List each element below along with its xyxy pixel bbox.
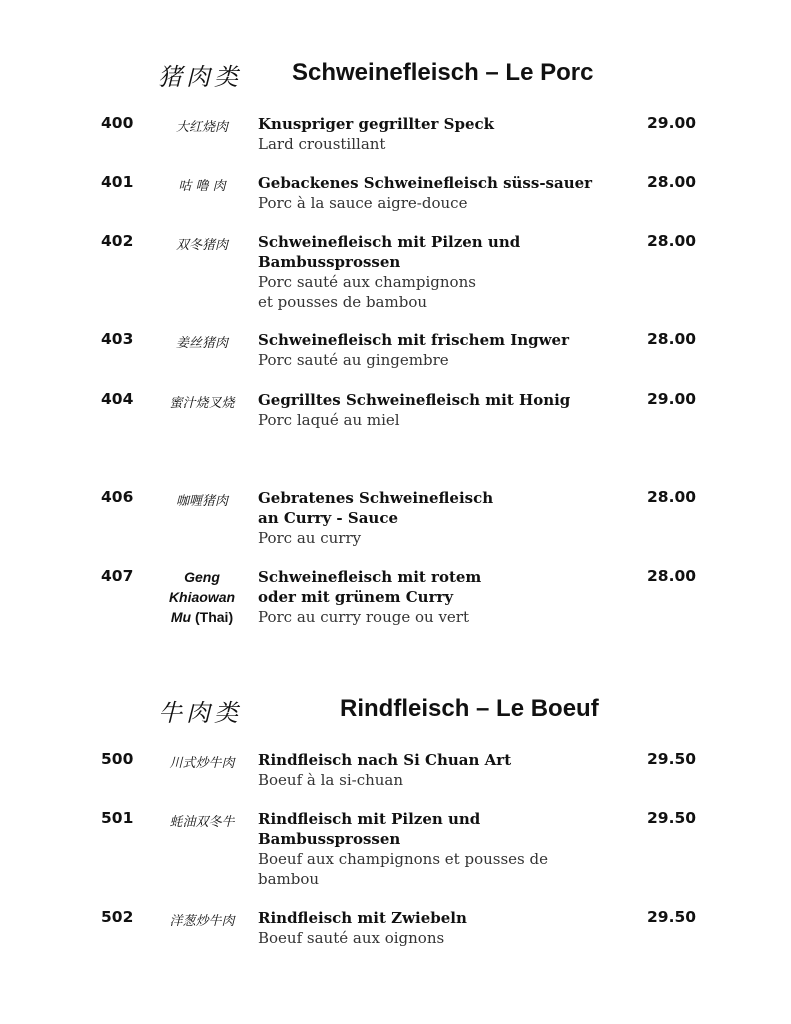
- thai-name-line: Mu: [170, 609, 192, 625]
- item-price: 28.00: [647, 173, 697, 191]
- item-number: 407: [101, 567, 134, 585]
- item-price: 28.00: [647, 330, 697, 348]
- item-french-name: Porc sauté aux champignons et pousses de bambou: [258, 273, 476, 311]
- item-chinese-name: 咖喱猪肉: [175, 494, 228, 509]
- beef-cn-title: 牛肉类: [158, 699, 242, 727]
- item-price: 29.00: [647, 390, 697, 408]
- item-chinese-name: 蚝油双冬牛: [169, 815, 235, 830]
- item-price: 29.50: [647, 809, 697, 827]
- item-french-name: Boeuf à la si-chuan: [258, 771, 404, 789]
- item-price: 28.00: [647, 232, 697, 250]
- thai-label: (Thai): [195, 609, 234, 625]
- item-german-name: Gebratenes Schweinefleisch an Curry - Sauce: [258, 489, 494, 527]
- item-french-name: Porc à la sauce aigre-douce: [258, 194, 468, 212]
- item-price: 28.00: [647, 488, 697, 506]
- item-chinese-name: 姜丝猪肉: [175, 336, 228, 351]
- item-french-name: Porc au curry rouge ou vert: [258, 608, 469, 626]
- item-number: 403: [101, 330, 134, 348]
- item-number: 404: [101, 390, 134, 408]
- beef-section-header: [0, 693, 791, 733]
- item-number: 402: [101, 232, 134, 250]
- thai-name-line: Khiaowan: [168, 589, 236, 605]
- thai-name-line: Geng: [184, 569, 220, 585]
- item-french-name: Boeuf sauté aux oignons: [258, 929, 445, 947]
- item-number: 400: [101, 114, 134, 132]
- beef-title: Rindfleisch – Le Boeuf: [340, 695, 599, 722]
- item-french-name: Porc au curry: [258, 529, 362, 547]
- item-number: 501: [101, 809, 134, 827]
- item-french-name: Lard croustillant: [258, 135, 386, 153]
- item-german-name: Rindfleisch nach Si Chuan Art: [258, 751, 512, 769]
- item-chinese-name: 川式炒牛肉: [169, 756, 235, 771]
- item-chinese-name: 咕 噜 肉: [178, 179, 226, 194]
- item-german-name: Schweinefleisch mit frischem Ingwer: [258, 331, 569, 349]
- item-german-name: Rindfleisch mit Pilzen und Bambussprossen: [258, 810, 481, 848]
- item-number: 502: [101, 908, 134, 926]
- pork-title: Schweinefleisch – Le Porc: [292, 59, 594, 86]
- item-french-name: Porc laqué au miel: [258, 411, 400, 429]
- item-number: 401: [101, 173, 134, 191]
- item-french-name: Boeuf aux champignons et pousses de bambou: [258, 850, 548, 888]
- item-price: 29.50: [647, 750, 697, 768]
- pork-cn-title: 猪肉类: [158, 63, 242, 91]
- item-chinese-name: 大红烧肉: [175, 120, 228, 135]
- item-number: 406: [101, 488, 134, 506]
- item-thai-name: [150, 567, 254, 627]
- item-chinese-name: 洋葱炒牛肉: [169, 914, 235, 929]
- item-number: 500: [101, 750, 134, 768]
- pork-section-header: [0, 57, 791, 97]
- item-price: 28.00: [647, 567, 697, 585]
- item-german-name: Knuspriger gegrillter Speck: [258, 115, 495, 133]
- item-german-name: Schweinefleisch mit Pilzen und Bambussprossen: [258, 233, 521, 271]
- item-chinese-name: 双冬猪肉: [175, 238, 228, 253]
- item-german-name: Gegrilltes Schweinefleisch mit Honig: [258, 391, 571, 409]
- item-chinese-name: 蜜汁烧叉烧: [169, 396, 235, 411]
- item-german-name: Rindfleisch mit Zwiebeln: [258, 909, 467, 927]
- item-price: 29.50: [647, 908, 697, 926]
- item-french-name: Porc sauté au gingembre: [258, 351, 449, 369]
- item-german-name: Gebackenes Schweinefleisch süss-sauer: [258, 174, 593, 192]
- item-german-name: Schweinefleisch mit rotem oder mit grünem Curry: [258, 568, 482, 606]
- item-price: 29.00: [647, 114, 697, 132]
